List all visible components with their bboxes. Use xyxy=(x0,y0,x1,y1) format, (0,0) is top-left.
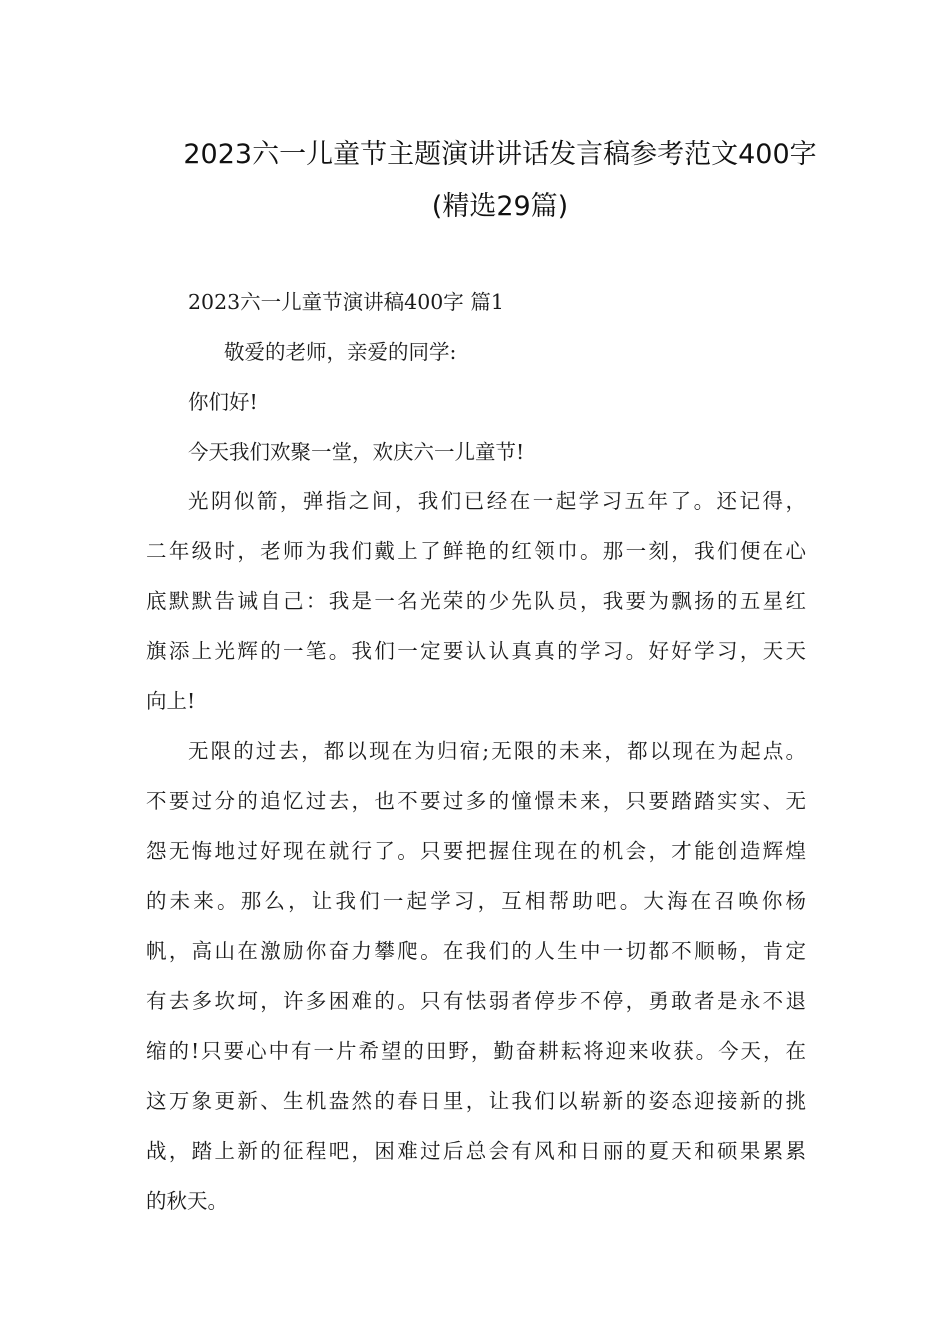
paragraph-line: 这万象更新、生机盎然的春日里，让我们以崭新的姿态迎接新的挑 xyxy=(146,1089,806,1113)
paragraph-line: 怨无悔地过好现在就行了。只要把握住现在的机会，才能创造辉煌 xyxy=(146,839,806,863)
salutation: 敬爱的老师，亲爱的同学: xyxy=(224,340,457,364)
paragraph-line: 的未来。那么，让我们一起学习，互相帮助吧。大海在召唤你杨 xyxy=(146,889,806,913)
paragraph-line: 缩的!只要心中有一片希望的田野，勤奋耕耘将迎来收获。今天，在 xyxy=(146,1039,806,1063)
paragraph-line: 光阴似箭，弹指之间，我们已经在一起学习五年了。还记得， xyxy=(188,489,806,513)
document-title-line-1: 2023六一儿童节主题演讲讲话发言稿参考范文400字 xyxy=(183,139,817,170)
greeting: 你们好! xyxy=(188,390,258,414)
intro-line: 今天我们欢聚一堂，欢庆六一儿童节! xyxy=(188,440,525,464)
paragraph-line: 向上! xyxy=(146,689,196,713)
paragraph-line: 不要过分的追忆过去，也不要过多的憧憬未来，只要踏踏实实、无 xyxy=(146,789,806,813)
paragraph-line: 战，踏上新的征程吧，困难过后总会有风和日丽的夏天和硕果累累 xyxy=(146,1139,806,1163)
paragraph-line: 旗添上光辉的一笔。我们一定要认认真真的学习。好好学习，天天 xyxy=(146,639,806,663)
document-title-line-2: (精选29篇) xyxy=(431,191,569,222)
paragraph-line: 底默默告诫自己：我是一名光荣的少先队员，我要为飘扬的五星红 xyxy=(146,589,806,613)
paragraph-line: 有去多坎坷，许多困难的。只有怯弱者停步不停，勇敢者是永不退 xyxy=(146,989,806,1013)
paragraph-line: 帆，高山在激励你奋力攀爬。在我们的人生中一切都不顺畅，肯定 xyxy=(146,939,806,963)
paragraph-line: 无限的过去，都以现在为归宿;无限的未来，都以现在为起点。 xyxy=(188,739,806,763)
paragraph-line: 的秋天。 xyxy=(146,1189,228,1213)
paragraph-line: 二年级时，老师为我们戴上了鲜艳的红领巾。那一刻，我们便在心 xyxy=(146,539,806,563)
section-heading: 2023六一儿童节演讲稿400字 篇1 xyxy=(188,290,504,314)
